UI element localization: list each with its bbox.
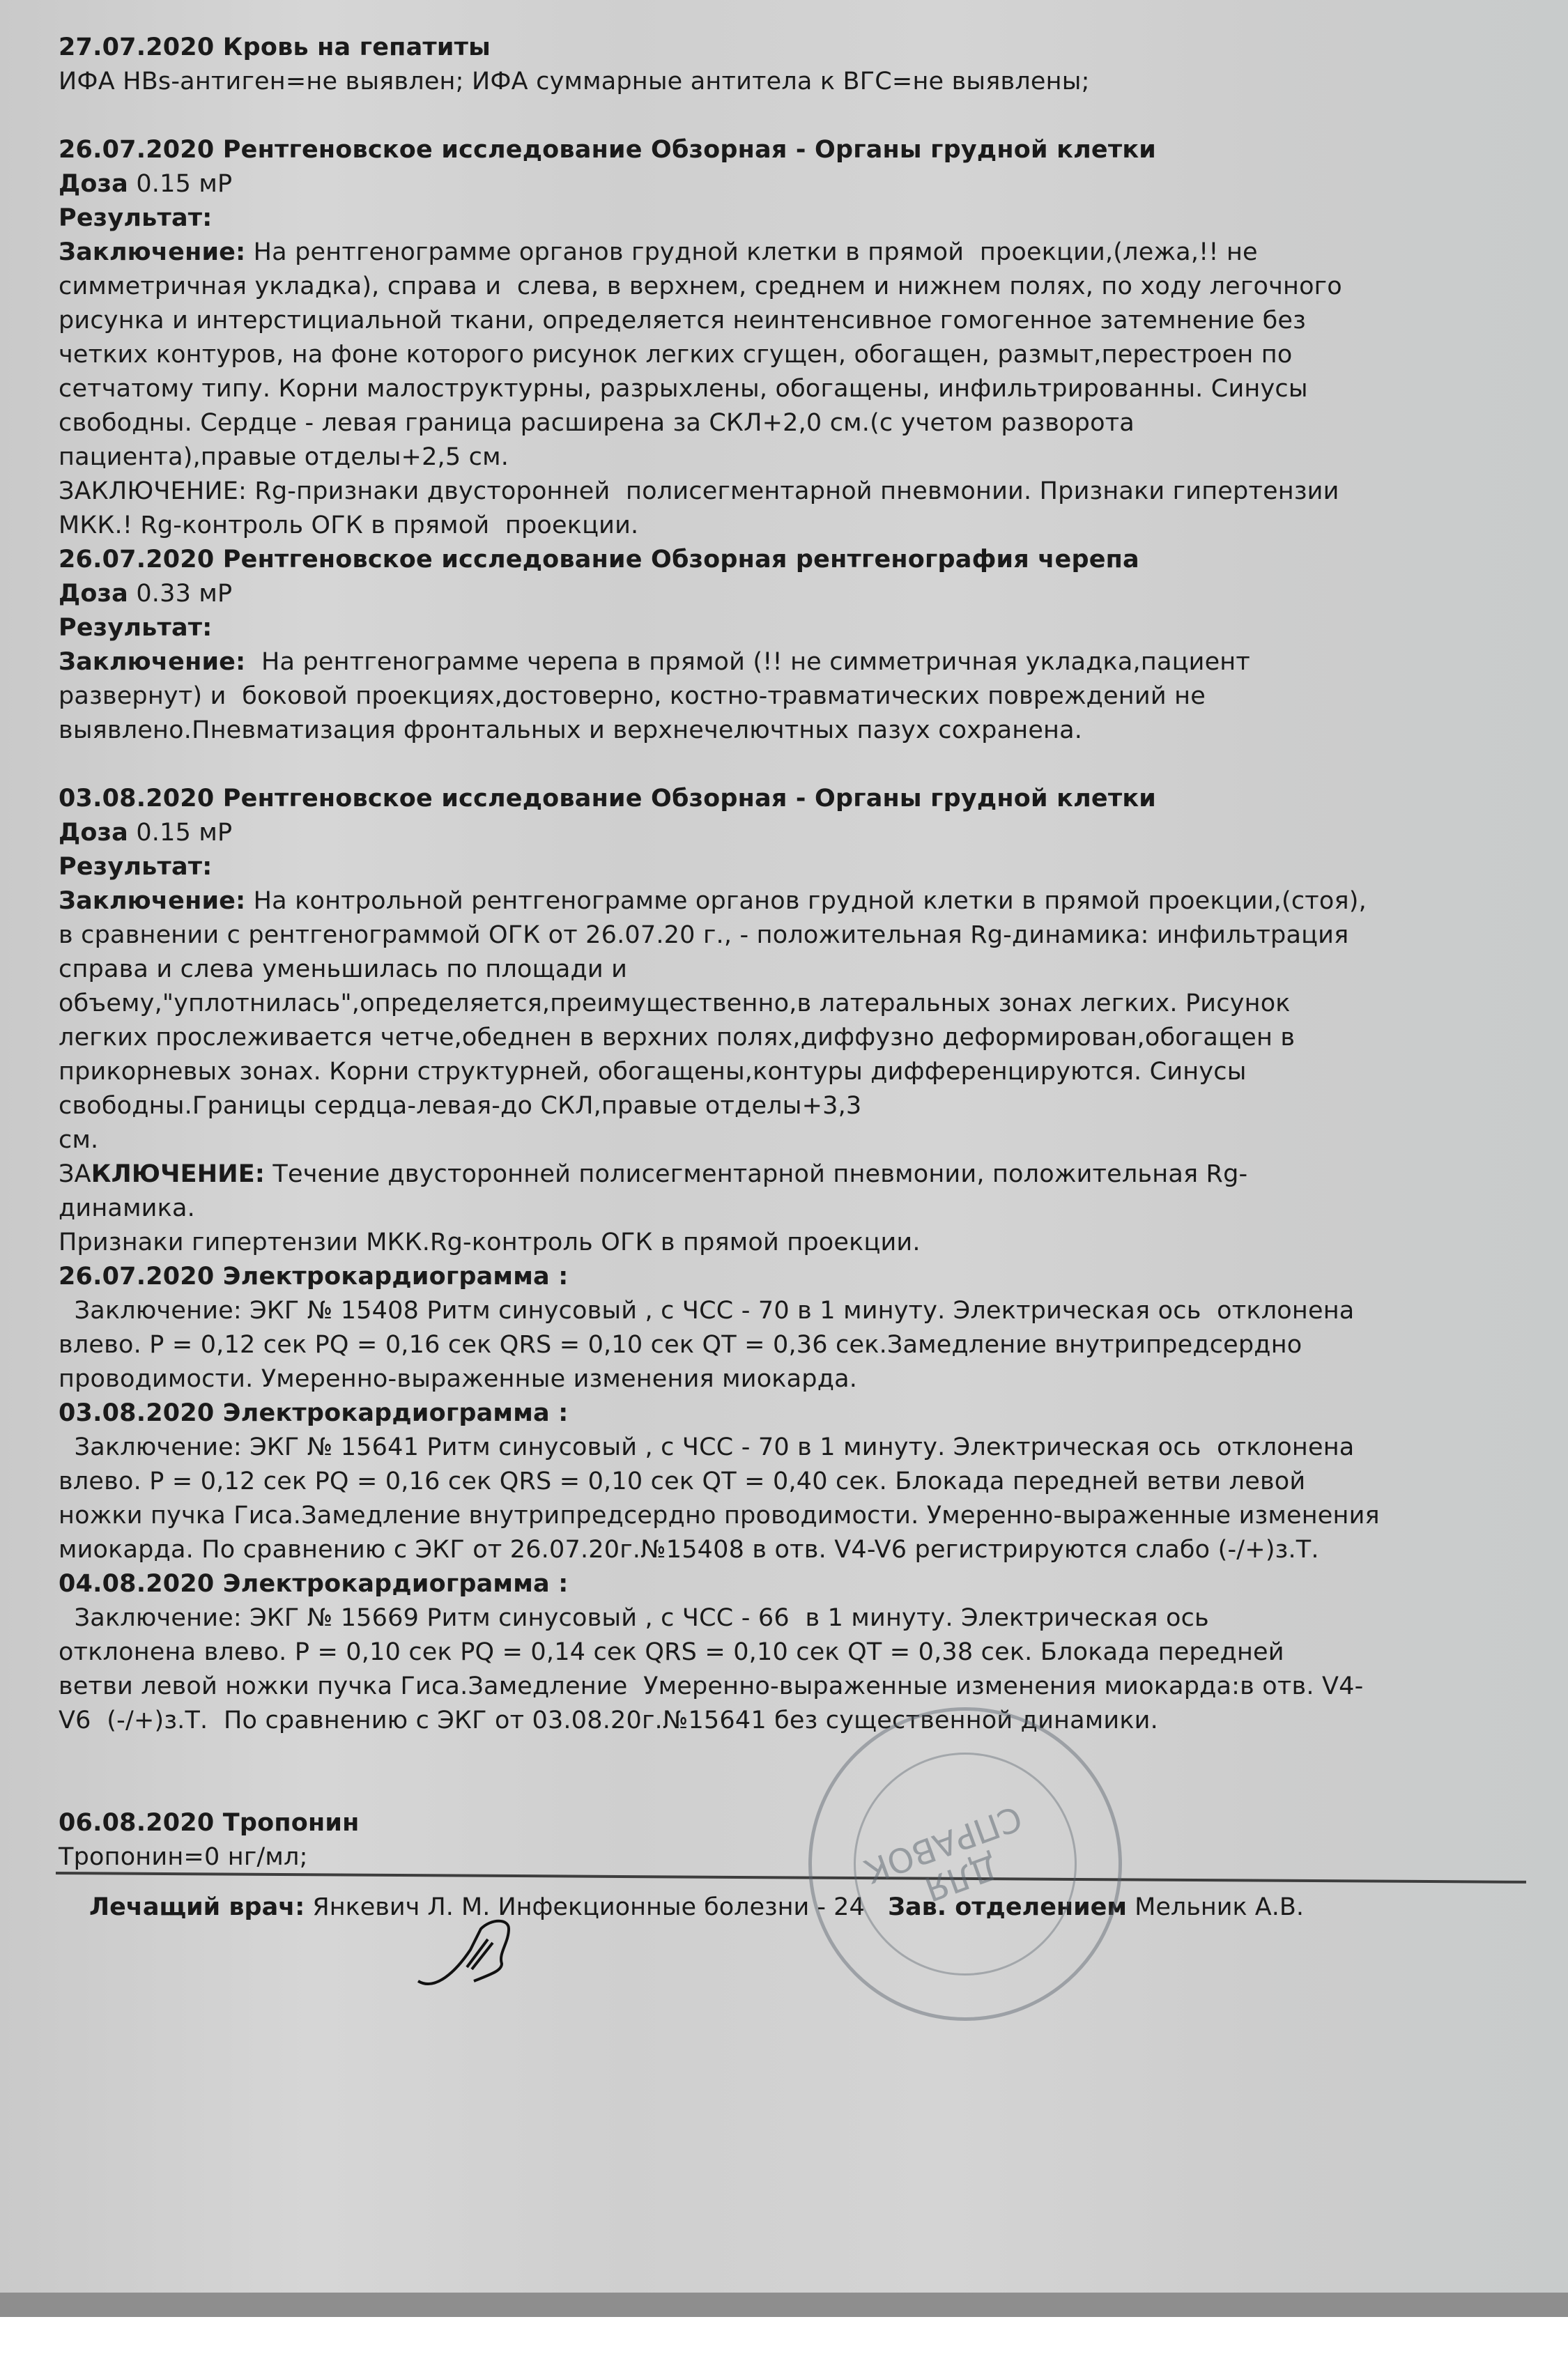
text-line: выявлено.Пневматизация фронтальных и верхнечелючтных пазух сохранена. [59, 716, 1083, 744]
text-line: Заключение: ЭКГ № 15669 Ритм синусовый , с ЧСС - 66 в 1 минуту. Электрическая ось [59, 1604, 1209, 1632]
conclusion-label: Заключение: [59, 238, 246, 266]
text-line: ЗАКЛЮЧЕНИЕ: Rg-признаки двусторонней полисегментарной пневмонии. Признаки гипертензии [59, 477, 1339, 505]
result-label: Результат: [59, 614, 213, 642]
final-text: Течение двусторонней полисегментарной пневмонии, положительная Rg- [272, 1160, 1248, 1188]
text-line: пациента),правые отделы+2,5 см. [59, 443, 509, 471]
section-troponin [59, 1806, 1536, 1874]
result-label: Результат: [59, 204, 213, 232]
result-line: Тропонин=0 нг/мл; [59, 1843, 308, 1871]
conclusion-text: На рентгенограмме органов грудной клетки в прямой проекции,(лежа,!! не [253, 238, 1258, 266]
text-line: влево. P = 0,12 сек PQ = 0,16 сек QRS = 0,10 сек QT = 0,40 сек. Блокада передней ветви левой [59, 1468, 1306, 1495]
background-surface [0, 2293, 1568, 2317]
dose-line [59, 816, 1536, 850]
conclusion-line [59, 645, 1536, 679]
section-chest-xray-1 [59, 133, 1536, 543]
signature-footer [89, 1890, 1304, 1925]
dose-label: Доза [59, 580, 128, 608]
text-line: сетчатому типу. Корни малоструктурны, разрыхлены, обогащены, инфильтрированны. Синусы [59, 375, 1308, 403]
text-line: свободны. Сердце - левая граница расширена за СКЛ+2,0 см.(с учетом разворота [59, 409, 1135, 437]
conclusion-label: Заключение: [59, 887, 246, 915]
text-line: отклонена влево. P = 0,10 сек PQ = 0,14 сек QRS = 0,10 сек QT = 0,38 сек. Блокада передней [59, 1638, 1284, 1666]
text-line: влево. P = 0,12 сек PQ = 0,16 сек QRS = 0,10 сек QT = 0,36 сек.Замедление внутрипредсердно [59, 1331, 1302, 1359]
doctor-label: Лечащий врач: [89, 1893, 305, 1921]
section-ecg-1 [59, 1260, 1536, 1396]
text-line: рисунка и интерстициальной ткани, определяется неинтенсивное гомогенное затемнение без [59, 307, 1306, 334]
section-title: 04.08.2020 Электрокардиограмма : [59, 1570, 569, 1598]
conclusion-label: Заключение: [59, 648, 246, 676]
doctor-value: Янкевич Л. М. Инфекционные болезни - 24 [312, 1893, 865, 1921]
doctor-signature [415, 1915, 519, 1992]
text-line: симметричная укладка), справа и слева, в верхнем, среднем и нижнем полях, по ходу легочного [59, 272, 1342, 300]
stamp-text: ДЛЯ СПРАВОК [859, 1797, 1027, 1909]
conclusion-line [59, 236, 1536, 270]
section-title: 26.07.2020 Рентгеновское исследование Обзорная рентгенография черепа [59, 546, 1139, 573]
section-title: 03.08.2020 Рентгеновское исследование Обзорная - Органы грудной клетки [59, 785, 1157, 813]
result-line: ИФА HBs-антиген=не выявлен; ИФА суммарные антитела к ВГС=не выявлены; [59, 68, 1090, 95]
text-line: динамика. [59, 1194, 195, 1222]
section-skull-xray [59, 543, 1536, 748]
official-stamp [808, 1707, 1122, 2021]
text-line: четких контуров, на фоне которого рисунок легких сгущен, обогащен, размыт,перестроен по [59, 341, 1293, 369]
text-line: прикорневых зонах. Корни структурней, обогащены,контуры дифференцируются. Синусы [59, 1058, 1247, 1086]
dose-value: 0.15 мР [136, 170, 233, 198]
section-title: 03.08.2020 Электрокардиограмма : [59, 1399, 569, 1427]
text-line: МКК.! Rg-контроль ОГК в прямой проекции. [59, 511, 639, 539]
final-label-prefix: ЗА [59, 1160, 91, 1188]
text-line: см. [59, 1126, 99, 1154]
text-line: легких прослеживается четче,обеднен в верхних полях,диффузно деформирован,обогащен в [59, 1024, 1296, 1052]
text-line: V6 (-/+)з.Т. По сравнению с ЭКГ от 03.08.20г.№15641 без существенной динамики. [59, 1707, 1158, 1734]
section-ecg-2 [59, 1396, 1536, 1567]
section-hepatitis [59, 31, 1536, 99]
result-label: Результат: [59, 853, 213, 881]
text-line: Заключение: ЭКГ № 15641 Ритм синусовый , с ЧСС - 70 в 1 минуту. Электрическая ось отклонена [59, 1433, 1355, 1461]
text-line: Признаки гипертензии МКК.Rg-контроль ОГК в прямой проекции. [59, 1229, 921, 1256]
text-line: объему,"уплотнилась",определяется,преимущественно,в латеральных зонах легких. Рисунок [59, 990, 1291, 1017]
conclusion-text: На рентгенограмме черепа в прямой (!! не симметричная укладка,пациент [253, 648, 1250, 676]
section-title: 06.08.2020 Тропонин [59, 1809, 360, 1837]
section-title: 26.07.2020 Электрокардиограмма : [59, 1263, 569, 1291]
section-title: 27.07.2020 Кровь на гепатиты [59, 33, 491, 61]
text-line: развернут) и боковой проекциях,достоверно, костно-травматических повреждений не [59, 682, 1206, 710]
dose-line [59, 577, 1536, 611]
final-conclusion-line [59, 1157, 1536, 1192]
head-label: Зав. отделением [888, 1893, 1127, 1921]
dose-label: Доза [59, 170, 128, 198]
head-value: Мельник А.В. [1135, 1893, 1304, 1921]
dose-value: 0.15 мР [136, 819, 233, 847]
final-label: КЛЮЧЕНИЕ: [91, 1160, 266, 1188]
text-line: миокарда. По сравнению с ЭКГ от 26.07.20г.№15408 в отв. V4-V6 регистрируются слабо (-/+)з.Т. [59, 1536, 1319, 1564]
text-line: в сравнении с рентгенограммой ОГК от 26.07.20 г., - положительная Rg-динамика: инфильтрация [59, 921, 1349, 949]
text-line: справа и слева уменьшилась по площади и [59, 955, 628, 983]
text-line: проводимости. Умеренно-выраженные изменения миокарда. [59, 1365, 858, 1393]
dose-value: 0.33 мР [136, 580, 233, 608]
section-chest-xray-2 [59, 782, 1536, 1260]
conclusion-line [59, 884, 1536, 918]
dose-label: Доза [59, 819, 128, 847]
section-title: 26.07.2020 Рентгеновское исследование Обзорная - Органы грудной клетки [59, 136, 1157, 164]
text-line: ветви левой ножки пучка Гиса.Замедление Умеренно-выраженные изменения миокарда:в отв. V4- [59, 1672, 1364, 1700]
text-line: ножки пучка Гиса.Замедление внутрипредсердно проводимости. Умеренно-выраженные изменения [59, 1502, 1380, 1530]
dose-line [59, 167, 1536, 201]
medical-report-body [59, 31, 1536, 1874]
text-line: свободны.Границы сердца-левая-до СКЛ,правые отделы+3,3 [59, 1092, 862, 1120]
text-line: Заключение: ЭКГ № 15408 Ритм синусовый , с ЧСС - 70 в 1 минуту. Электрическая ось отклонена [59, 1297, 1355, 1325]
section-ecg-3 [59, 1567, 1536, 1738]
conclusion-text: На контрольной рентгенограмме органов грудной клетки в прямой проекции,(стоя), [253, 887, 1367, 915]
